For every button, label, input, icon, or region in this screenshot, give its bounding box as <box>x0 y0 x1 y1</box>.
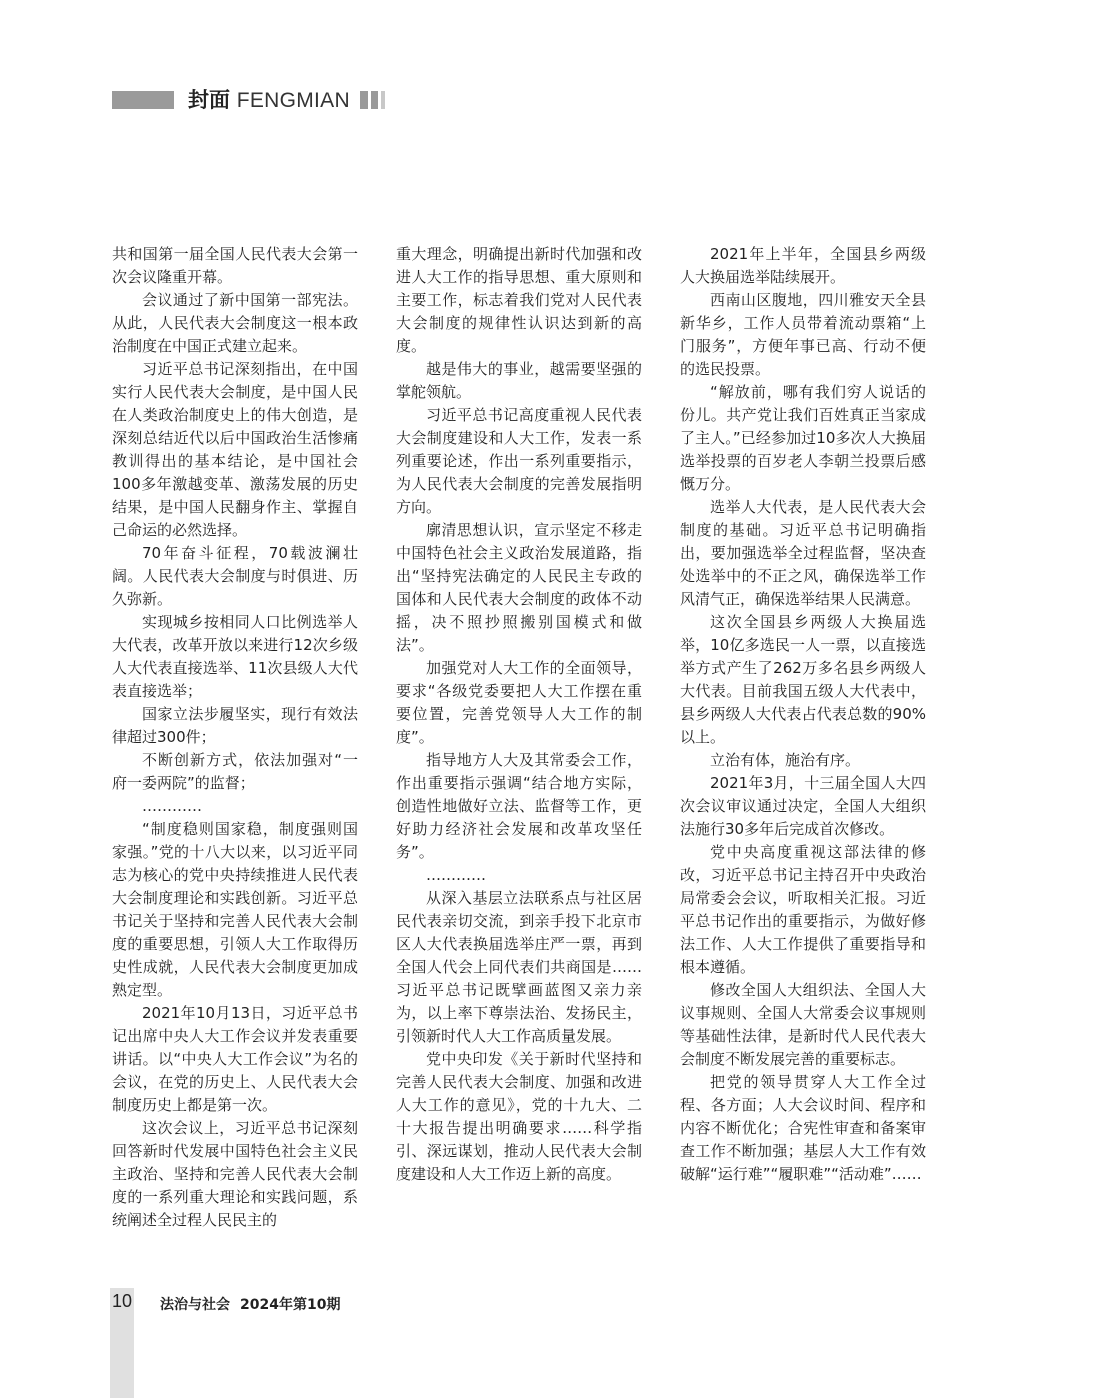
paragraph: 越是伟大的事业，越需要坚强的掌舵领航。 <box>396 360 642 401</box>
paragraph: 把党的领导贯穿人大工作全过程、各方面；人大会议时间、程序和内容不断优化；合宪性审查和备案审查工作不断加强；基层人大工作有效破解“运行难”“履职难”“活动难”…… <box>680 1073 926 1183</box>
paragraph: 廓清思想认识，宣示坚定不移走中国特色社会主义政治发展道路，指出“坚持宪法确定的人民民主专政的国体和人民代表大会制度的政体不动摇，决不照抄照搬别国模式和做法”。 <box>396 521 642 654</box>
journal-name: 法治与社会 <box>160 1297 230 1313</box>
paragraph: 这次会议上，习近平总书记深刻回答新时代发展中国特色社会主义民主政治、坚持和完善人民代表大会制度的一系列重大理论和实践问题，系统阐述全过程人民民主的 <box>112 1119 358 1229</box>
section-title <box>188 88 350 113</box>
header-bar <box>112 91 174 109</box>
paragraph: 西南山区腹地，四川雅安天全县新华乡，工作人员带着流动票箱“上门服务”，方便年事已高、行动不便的选民投票。 <box>680 291 926 378</box>
paragraph: 国家立法步履坚实，现行有效法律超过300件； <box>112 705 358 746</box>
paragraph: 实现城乡按相同人口比例选举人大代表，改革开放以来进行12次乡级人大代表直接选举、11次县级人大代表直接选举； <box>112 613 358 700</box>
journal-issue: 2024年第10期 <box>240 1297 341 1313</box>
paragraph: ………… <box>142 797 202 815</box>
paragraph: 会议通过了新中国第一部宪法。从此，人民代表大会制度这一根本政治制度在中国正式建立起来。 <box>112 291 358 355</box>
paragraph: “制度稳则国家稳，制度强则国家强。”党的十八大以来，以习近平同志为核心的党中央持续推进人民代表大会制度理论和实践创新。习近平总书记关于坚持和完善人民代表大会制度的重要思想，引领人大工作取得历史性成就，人民代表大会制度更加成熟定型。 <box>112 820 358 999</box>
article-column-2 <box>396 243 642 1186</box>
page-footer <box>110 1288 510 1398</box>
paragraph: 习近平总书记深刻指出，在中国实行人民代表大会制度，是中国人民在人类政治制度史上的伟大创造，是深刻总结近代以后中国政治生活惨痛教训得出的基本结论，是中国社会100多年激越变革、激荡发展的历史结果，是中国人民翻身作主、掌握自己命运的必然选择。 <box>112 360 358 539</box>
paragraph: 习近平总书记高度重视人民代表大会制度建设和人大工作，发表一系列重要论述，作出一系列重要指示，为人民代表大会制度的完善发展指明方向。 <box>396 406 642 516</box>
article-column-1 <box>112 243 358 1232</box>
paragraph: 修改全国人大组织法、全国人大议事规则、全国人大常委会议事规则等基础性法律，是新时代人民代表大会制度不断发展完善的重要标志。 <box>680 981 926 1068</box>
paragraph: 党中央高度重视这部法律的修改，习近平总书记主持召开中央政治局常委会会议，听取相关汇报。习近平总书记作出的重要指示，为做好修法工作、人大工作提供了重要指导和根本遵循。 <box>680 843 926 976</box>
paragraph: 不断创新方式，依法加强对“一府一委两院”的监督； <box>112 751 358 792</box>
paragraph: “解放前，哪有我们穷人说话的份儿。共产党让我们百姓真正当家成了主人。”已经参加过10多次人大换届选举投票的百岁老人李朝兰投票后感慨万分。 <box>680 383 926 493</box>
article-column-3 <box>680 243 926 1186</box>
journal-info <box>160 1294 340 1314</box>
paragraph: 党中央印发《关于新时代坚持和完善人民代表大会制度、加强和改进人大工作的意见》，党的十九大、二十大报告提出明确要求……科学指引、深远谋划，推动人民代表大会制度建设和人大工作迈上新的高度。 <box>396 1050 642 1183</box>
paragraph: 加强党对人大工作的全面领导，要求“各级党委要把人大工作摆在重要位置，完善党领导人大工作的制度”。 <box>396 659 642 746</box>
section-title-en: FENGMIAN <box>236 89 350 112</box>
paragraph: 70年奋斗征程，70载波澜壮阔。人民代表大会制度与时俱进、历久弥新。 <box>112 544 358 608</box>
header-decoration <box>360 91 388 109</box>
paragraph: 立治有体，施治有序。 <box>710 751 861 769</box>
paragraph: 2021年3月，十三届全国人大四次会议审议通过决定，全国人大组织法施行30多年后完成首次修改。 <box>680 774 926 838</box>
paragraph: 2021年10月13日，习近平总书记出席中央人大工作会议并发表重要讲话。以“中央人大工作会议”为名的会议，在党的历史上、人民代表大会制度历史上都是第一次。 <box>112 1004 358 1114</box>
paragraph: 这次全国县乡两级人大换届选举，10亿多选民一人一票，以直接选举方式产生了262万多名县乡两级人大代表。目前我国五级人大代表中，县乡两级人大代表占代表总数的90%以上。 <box>680 613 926 746</box>
section-title-cn: 封面 <box>188 88 230 112</box>
paragraph: 共和国第一届全国人民代表大会第一次会议隆重开幕。 <box>112 245 358 286</box>
paragraph: 重大理念，明确提出新时代加强和改进人大工作的指导思想、重大原则和主要工作，标志着我们党对人民代表大会制度的规律性认识达到新的高度。 <box>396 245 642 355</box>
section-header <box>112 88 412 112</box>
paragraph: 选举人大代表，是人民代表大会制度的基础。习近平总书记明确指出，要加强选举全过程监督，坚决查处选举中的不正之风，确保选举工作风清气正，确保选举结果人民满意。 <box>680 498 926 608</box>
page-number: 10 <box>112 1291 133 1311</box>
paragraph: 从深入基层立法联系点与社区居民代表亲切交流，到亲手投下北京市区人大代表换届选举庄严一票，再到全国人代会上同代表们共商国是……习近平总书记既擘画蓝图又亲力亲为，以上率下尊崇法治、发扬民主，引领新时代人大工作高质量发展。 <box>396 889 642 1045</box>
paragraph: 2021年上半年，全国县乡两级人大换届选举陆续展开。 <box>680 245 926 286</box>
paragraph: 指导地方人大及其常委会工作，作出重要指示强调“结合地方实际，创造性地做好立法、监督等工作，更好助力经济社会发展和改革攻坚任务”。 <box>396 751 642 861</box>
paragraph: ………… <box>426 866 486 884</box>
